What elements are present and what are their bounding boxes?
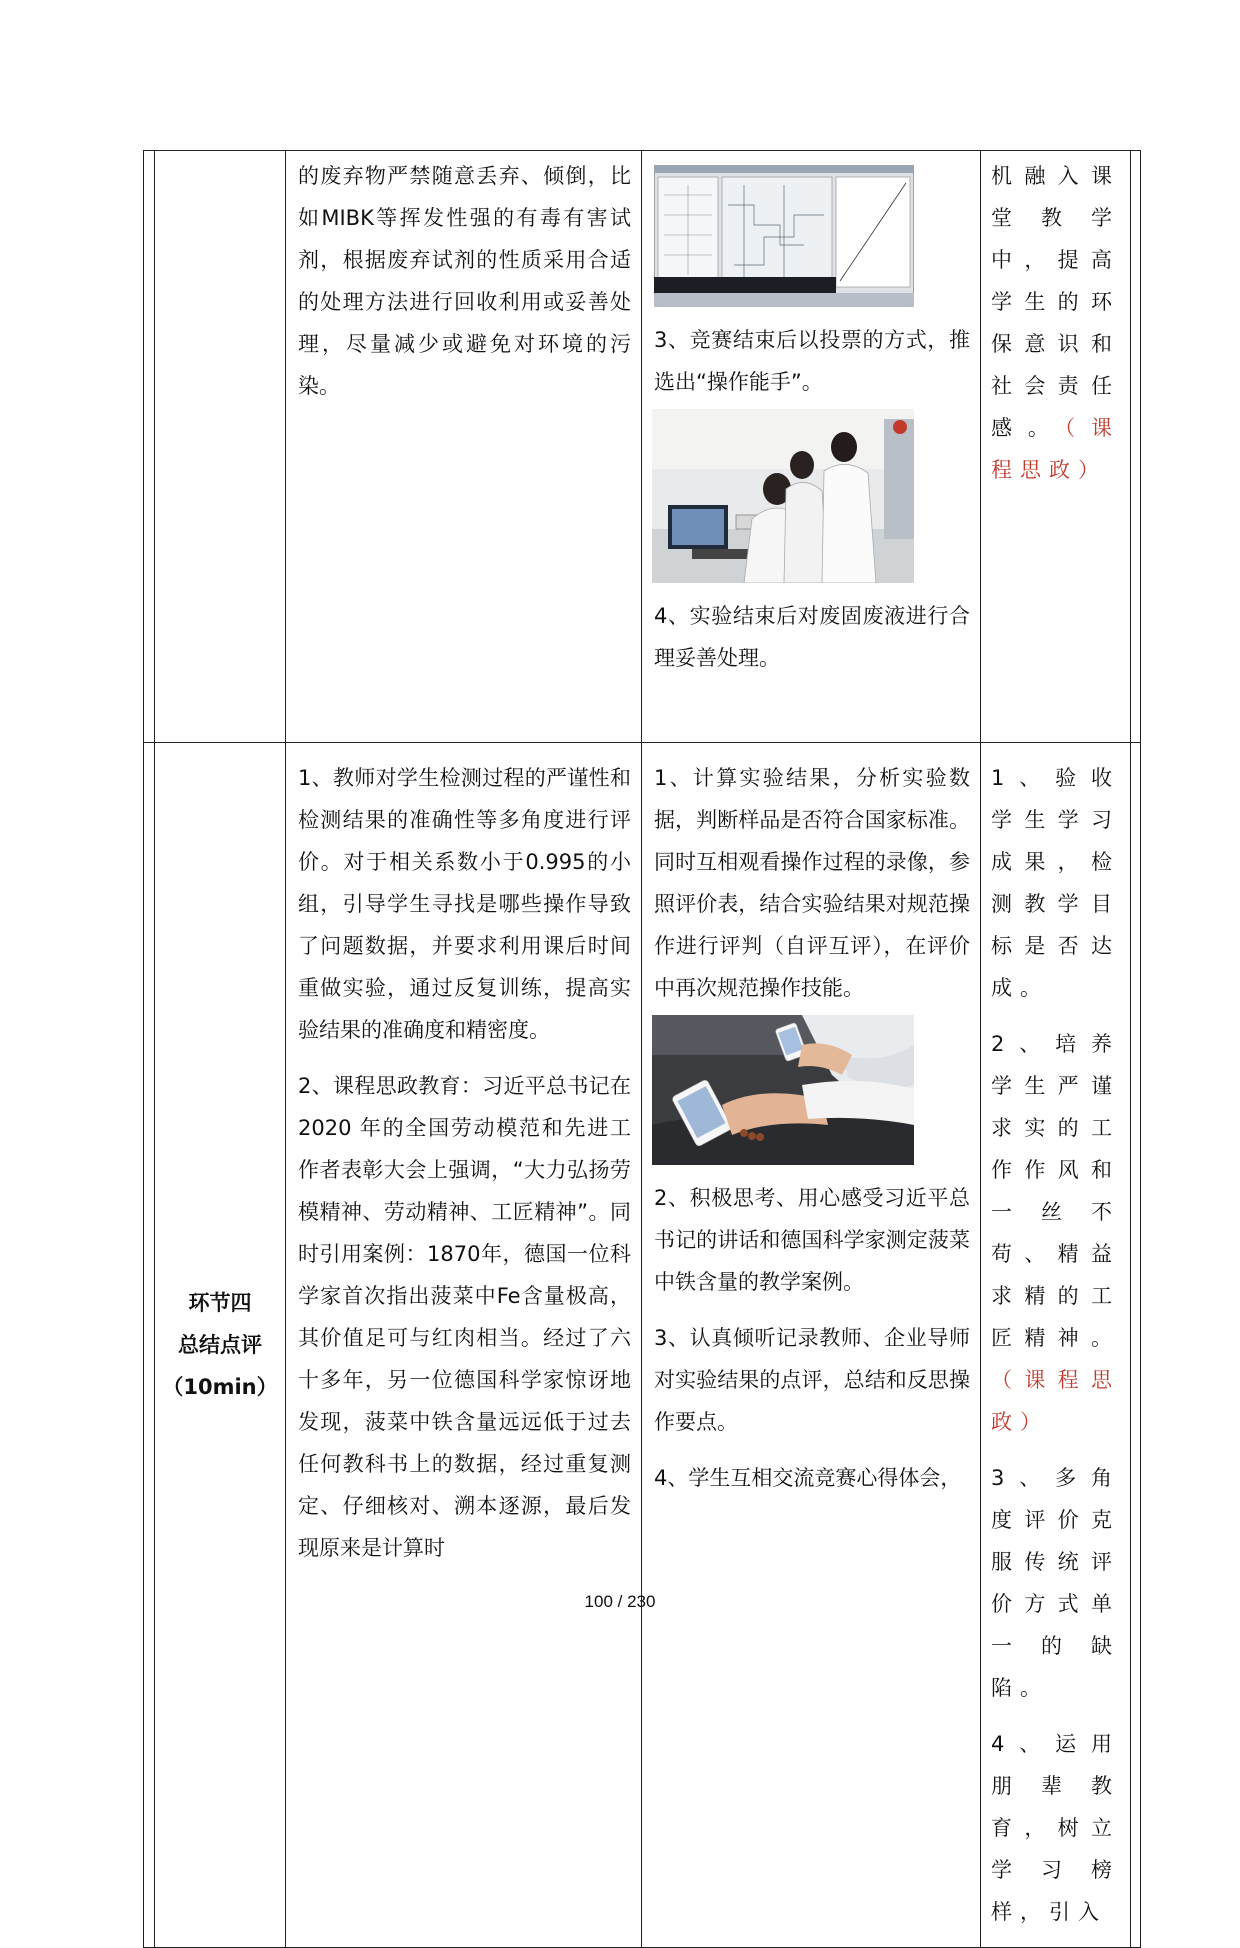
left-margin-cell [144,743,155,1948]
design-intent-step-3: 3、多角度评价克服传统评价方式单一的缺陷。 [991,1466,1120,1700]
teacher-activity-step-2: 2、课程思政教育：习近平总书记在 2020 年的全国劳动模范和先进工作者表彰大会上强调，“大力弘扬劳模精神、劳动精神、工匠精神”。同时引用案例：1870年，德国一位科学家首次指出菠菜中Fe含量极高，其价值足可与红肉相当。经过了六十多年，另一位德国科学家惊讶地发现，菠菜中铁含量远远低于过去任何教科书上的数据，经过重复测定、仔细核对、溯本逐源，最后发现原来是计算时 [298,1074,631,1560]
design-intent-step-2: 2、培养学生严谨求实的工作作风和一丝不苟、精益求精的工匠精神。 [991,1032,1120,1350]
student-activity-step-4: 4、实验结束后对废固废液进行合理妥善处理。 [654,604,970,670]
stage-cell-empty [155,151,286,743]
design-intent-cell [981,151,1131,743]
design-intent-text: 机融入课堂教学中，提高学生的环保意识和社会责任感。 [991,164,1120,440]
stage-number: 环节四 [188,1291,252,1315]
table-row [144,743,1141,1948]
ideological-tag: （课程思政） [991,416,1121,482]
students-with-phones-photo [652,1015,970,1165]
stage-duration: （10min） [162,1375,278,1399]
left-margin-cell [144,151,155,743]
student-activity-step-3: 3、认真倾听记录教师、企业导师对实验结果的点评，总结和反思操作要点。 [654,1326,970,1434]
students-at-computer-photo [652,409,970,583]
page-number: 100 / 230 [584,1592,656,1611]
student-activity-step-2: 2、积极思考、用心感受习近平总书记的讲话和德国科学家测定菠菜中铁含量的教学案例。 [654,1186,970,1294]
table-row [144,151,1141,743]
design-intent-cell [981,743,1131,1948]
student-activity-cell [642,151,981,743]
right-margin-cell [1131,743,1141,1948]
student-activity-step-3: 3、竞赛结束后以投票的方式，推选出“操作能手”。 [654,328,970,394]
student-activity-step-4: 4、学生互相交流竞赛心得体会， [654,1466,962,1490]
student-activity-step-1: 1、计算实验结果，分析实验数据，判断样品是否符合国家标准。同时互相观看操作过程的录像，参照评价表，结合实验结果对规范操作进行评判（自评互评），在评价中再次规范操作技能。 [654,766,970,1000]
lesson-plan-table [143,150,1141,1948]
right-margin-cell [1131,151,1141,743]
teacher-activity-step-1: 1、教师对学生检测过程的严谨性和检测结果的准确性等多角度进行评价。对于相关系数小于0.995的小组，引导学生寻找是哪些操作导致了问题数据，并要求利用课后时间重做实验，通过反复训练，提高实验结果的准确度和精密度。 [298,766,631,1042]
teacher-activity-cell [286,743,642,1948]
software-screenshot-image [654,165,970,307]
ideological-tag: （课程思政） [991,1368,1120,1434]
design-intent-step-1: 1、验收学生学习成果，检测教学目标是否达成。 [991,766,1120,1000]
teacher-activity-cell [286,151,642,743]
student-activity-cell [642,743,981,1948]
design-intent-step-4: 4、运用朋辈教育，树立学习榜样，引入 [991,1732,1120,1924]
teacher-activity-text: 的废弃物严禁随意丢弃、倾倒，比如MIBK等挥发性强的有毒有害试剂，根据废弃试剂的性质采用合适的处理方法进行回收利用或妥善处理，尽量减少或避免对环境的污染。 [298,164,631,398]
stage-cell [155,743,286,1948]
stage-title: 总结点评 [178,1333,262,1357]
